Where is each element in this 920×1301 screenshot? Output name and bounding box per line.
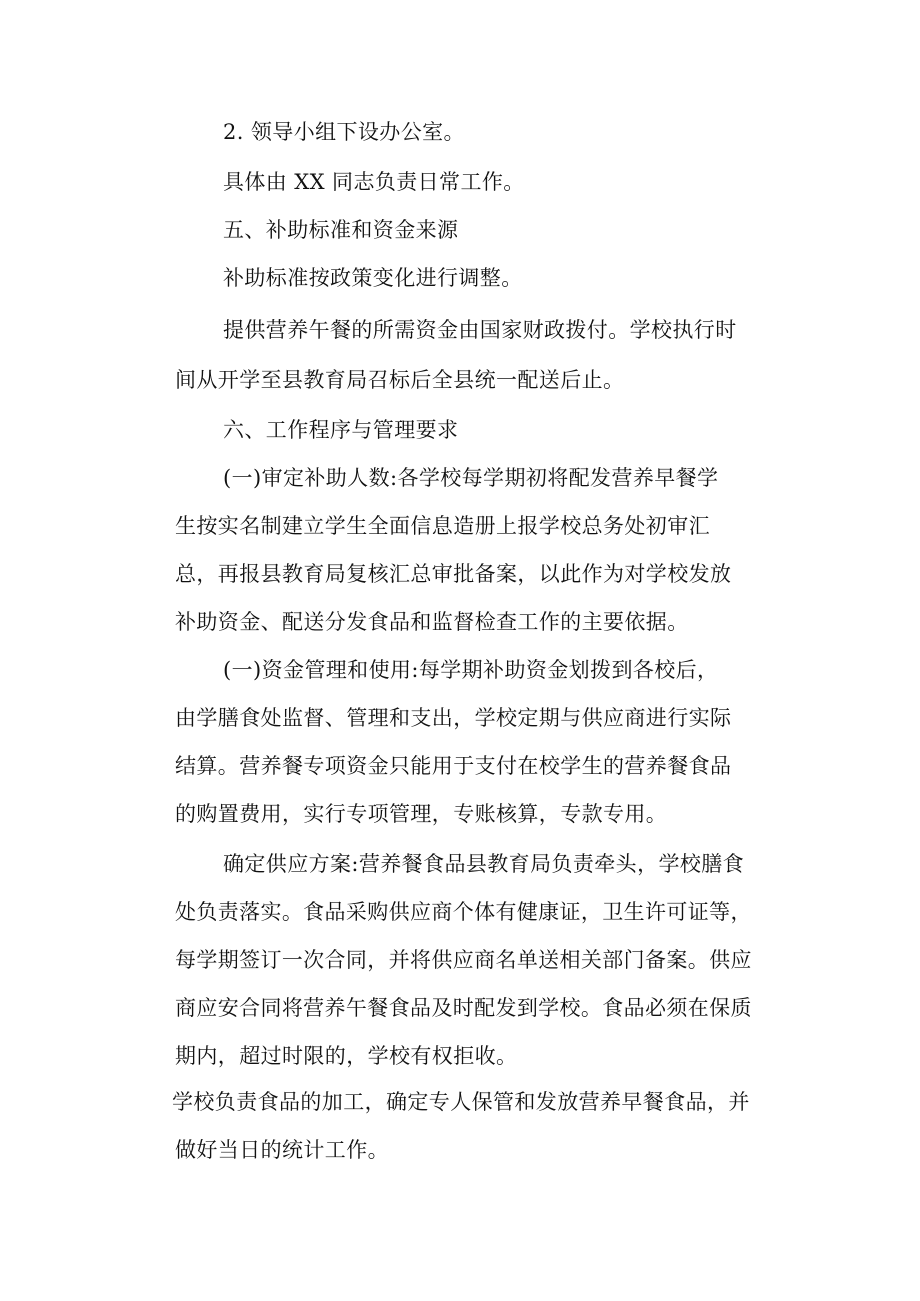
text-line: 2. 领导小组下设办公室。	[223, 120, 465, 144]
text-line: 提供营养午餐的所需资金由国家财政拨付。学校执行时	[223, 318, 737, 342]
text-line: 确定供应方案:营养餐食品县教育局负责牵头，学校膳食	[223, 852, 745, 876]
section-heading: 五、补助标准和资金来源	[223, 218, 459, 242]
text-line: 总，再报县教育局复核汇总审批备案，以此作为对学校发放	[175, 562, 732, 586]
text-line: (一)资金管理和使用:每学期补助资金划拨到各校后，	[223, 658, 719, 682]
text-line: 由学膳食处监督、管理和支出，学校定期与供应商进行实际	[175, 706, 732, 730]
text-line: 商应安合同将营养午餐食品及时配发到学校。食品必须在保质	[175, 996, 752, 1020]
text-line: 具体由 XX 同志负责日常工作。	[223, 170, 525, 194]
text-line: 生按实名制建立学生全面信息造册上报学校总务处初审汇	[175, 514, 710, 538]
text-line: 期内，超过时限的，学校有权拒收。	[175, 1044, 518, 1068]
text-line: 的购置费用，实行专项管理，专账核算，专款专用。	[175, 802, 668, 826]
text-line: 结算。营养餐专项资金只能用于支付在校学生的营养餐食品	[175, 754, 732, 778]
text-line: 处负责落实。食品采购供应商个体有健康证，卫生许可证等，	[175, 900, 752, 924]
text-line: 间从开学至县教育局召标后全县统一配送后止。	[175, 368, 625, 392]
text-line: (一)审定补助人数:各学校每学期初将配发营养早餐学	[223, 466, 719, 490]
text-line: 补助标准按政策变化进行调整。	[223, 266, 523, 290]
text-line: 做好当日的统计工作。	[175, 1138, 389, 1162]
text-line: 学校负责食品的加工，确定专人保管和发放营养早餐食品，并	[172, 1090, 750, 1114]
text-line: 补助资金、配送分发食品和监督检查工作的主要依据。	[175, 610, 689, 634]
text-line: 每学期签订一次合同，并将供应商名单送相关部门备案。供应	[175, 948, 752, 972]
section-heading: 六、工作程序与管理要求	[223, 418, 459, 442]
